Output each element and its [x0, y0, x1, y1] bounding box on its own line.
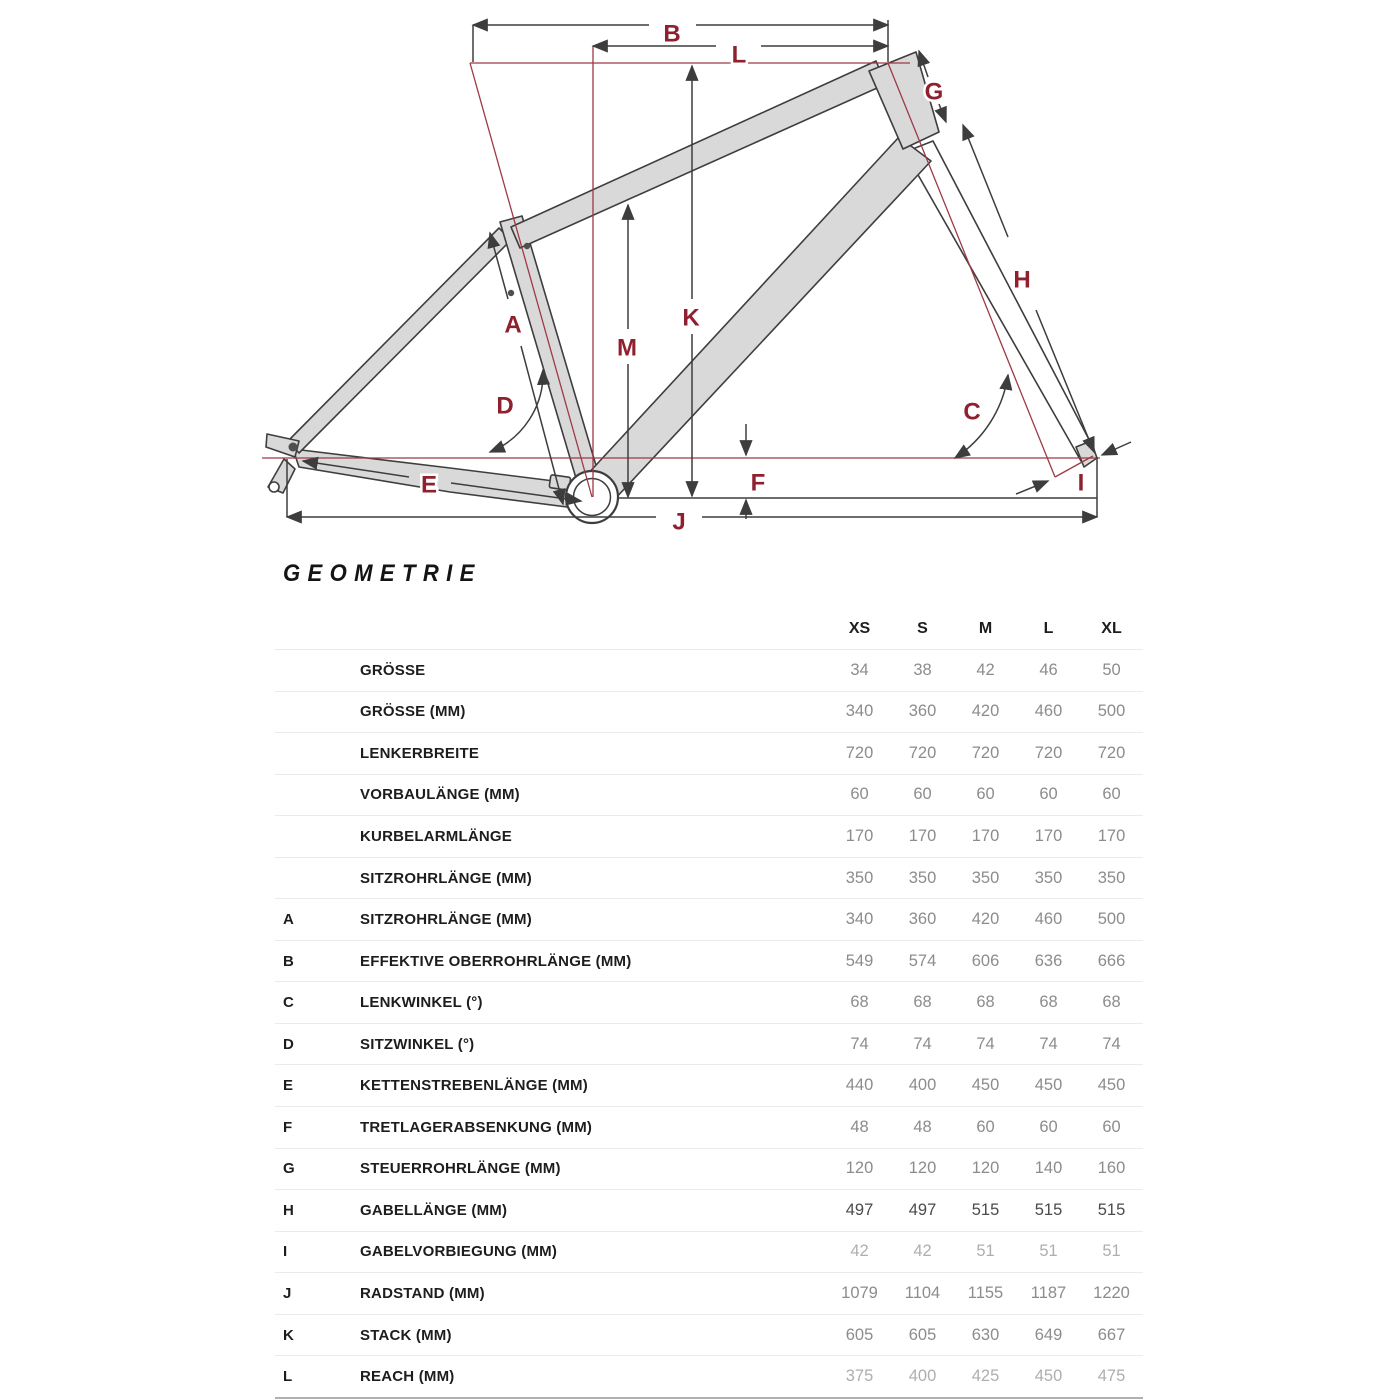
dim-label-g: G: [924, 78, 944, 106]
table-row: [275, 981, 1143, 1023]
seat-clamp-bolt: [524, 243, 530, 249]
row-label: GABELLÄNGE (MM): [360, 1201, 508, 1219]
size-value-cell: 60: [1102, 785, 1121, 804]
table-row: [275, 774, 1143, 816]
size-value-cell: 515: [1097, 1200, 1126, 1219]
row-label: GRÖSSE (MM): [360, 703, 466, 721]
table-row: [275, 691, 1143, 733]
dim-label-i: I: [1077, 469, 1085, 497]
size-column-header: M: [978, 620, 993, 637]
fork-blade: [905, 141, 1094, 461]
size-value-cell: 500: [1097, 910, 1126, 929]
size-value-cell: 360: [908, 702, 937, 721]
fork-offset-line: [1055, 456, 1093, 477]
size-value-cell: 1079: [841, 1283, 878, 1302]
size-value-cell: 74: [1039, 1034, 1058, 1053]
size-value-cell: 720: [971, 743, 1000, 762]
size-value-cell: 350: [908, 868, 937, 887]
row-label: STACK (MM): [360, 1326, 452, 1344]
size-column-header: S: [917, 620, 928, 637]
row-label: SITZROHRLÄNGE (MM): [360, 911, 532, 929]
dim-label-f: F: [750, 469, 766, 497]
size-value-cell: 1104: [904, 1283, 941, 1302]
size-value-cell: 51: [1039, 1242, 1058, 1261]
size-value-cell: 1155: [967, 1283, 1004, 1302]
size-value-cell: 720: [1097, 743, 1126, 762]
size-value-cell: 420: [971, 910, 1000, 929]
size-value-cell: 170: [845, 826, 874, 845]
table-row: [275, 1106, 1143, 1148]
row-letter-code: F: [283, 1118, 293, 1136]
size-value-cell: 350: [971, 868, 1000, 887]
row-label: STEUERROHRLÄNGE (MM): [360, 1160, 561, 1178]
row-letter-code: D: [283, 1035, 294, 1053]
dim-label-b: B: [663, 20, 681, 48]
table-row: [275, 898, 1143, 940]
dim-label-a: A: [504, 311, 522, 339]
size-value-cell: 574: [908, 951, 937, 970]
size-value-cell: 400: [908, 1076, 937, 1095]
size-value-cell: 60: [850, 785, 869, 804]
size-value-cell: 666: [1097, 951, 1126, 970]
row-label: TRETLAGERABSENKUNG (MM): [360, 1118, 593, 1136]
table-row: [275, 1272, 1143, 1314]
table-row: [275, 649, 1143, 691]
dim-label-m: M: [617, 334, 637, 362]
size-value-cell: 497: [908, 1200, 937, 1219]
row-label: SITZWINKEL (°): [360, 1035, 475, 1053]
row-letter-code: A: [283, 911, 294, 929]
row-label: RADSTAND (MM): [360, 1284, 485, 1302]
size-value-cell: 46: [1039, 660, 1058, 679]
bike-geometry-diagram: [0, 0, 1400, 560]
size-value-cell: 38: [913, 660, 932, 679]
size-value-cell: 340: [845, 702, 874, 721]
size-value-cell: 60: [1039, 1117, 1058, 1136]
row-label: VORBAULÄNGE (MM): [360, 786, 520, 804]
table-row: [275, 940, 1143, 982]
size-value-cell: 60: [976, 1117, 995, 1136]
size-column-header: L: [1043, 620, 1054, 637]
size-value-cell: 48: [850, 1117, 869, 1136]
dim-label-k: K: [682, 304, 700, 332]
size-value-cell: 50: [1102, 660, 1121, 679]
row-letter-code: I: [283, 1243, 288, 1261]
seat-stay: [288, 228, 514, 453]
size-value-cell: 68: [913, 993, 932, 1012]
size-value-cell: 720: [1034, 743, 1063, 762]
row-letter-code: C: [283, 994, 294, 1012]
size-value-cell: 549: [845, 951, 874, 970]
size-value-cell: 74: [850, 1034, 869, 1053]
size-value-cell: 120: [971, 1159, 1000, 1178]
size-value-cell: 400: [908, 1367, 937, 1386]
size-value-cell: 605: [845, 1325, 874, 1344]
size-value-cell: 140: [1034, 1159, 1063, 1178]
table-row: [275, 1355, 1143, 1397]
size-value-cell: 42: [976, 660, 995, 679]
row-label: KETTENSTREBENLÄNGE (MM): [360, 1077, 588, 1095]
size-value-cell: 170: [1097, 826, 1126, 845]
dimension-lines: [287, 20, 1131, 519]
row-letter-code: E: [283, 1077, 294, 1095]
size-value-cell: 450: [971, 1076, 1000, 1095]
size-value-cell: 497: [845, 1200, 874, 1219]
row-letter-code: H: [283, 1201, 294, 1219]
size-value-cell: 450: [1034, 1367, 1063, 1386]
row-label: GRÖSSE: [360, 661, 426, 679]
row-letter-code: G: [283, 1160, 295, 1178]
table-row: [275, 1231, 1143, 1273]
size-value-cell: 170: [971, 826, 1000, 845]
size-column-header: XS: [848, 620, 871, 637]
row-letter-code: B: [283, 952, 294, 970]
row-label: GABELVORBIEGUNG (MM): [360, 1243, 558, 1261]
size-value-cell: 48: [913, 1117, 932, 1136]
size-value-cell: 160: [1097, 1159, 1126, 1178]
size-value-cell: 340: [845, 910, 874, 929]
size-value-cell: 475: [1097, 1367, 1126, 1386]
size-value-cell: 120: [845, 1159, 874, 1178]
table-row: [275, 1189, 1143, 1231]
row-label: KURBELARMLÄNGE: [360, 827, 512, 845]
bike-frame: [266, 52, 1097, 523]
dim-label-c: C: [963, 398, 981, 426]
size-value-cell: 606: [971, 951, 1000, 970]
size-value-cell: 51: [1102, 1242, 1121, 1261]
size-value-cell: 450: [1034, 1076, 1063, 1095]
size-value-cell: 500: [1097, 702, 1126, 721]
dim-label-l: L: [731, 41, 747, 69]
size-value-cell: 120: [908, 1159, 937, 1178]
size-value-cell: 515: [1034, 1200, 1063, 1219]
row-label: EFFEKTIVE OBERROHRLÄNGE (MM): [360, 952, 632, 970]
size-value-cell: 60: [976, 785, 995, 804]
size-value-cell: 34: [850, 660, 869, 679]
size-value-cell: 74: [976, 1034, 995, 1053]
size-value-cell: 68: [976, 993, 995, 1012]
size-value-cell: 630: [971, 1325, 1000, 1344]
seat-tube-bolt: [508, 290, 514, 296]
rear-axle-bolt: [289, 443, 298, 452]
row-label: LENKERBREITE: [360, 744, 480, 762]
size-value-cell: 350: [845, 868, 874, 887]
dim-label-j: J: [672, 508, 686, 536]
table-row: [275, 1023, 1143, 1065]
table-row: [275, 1148, 1143, 1190]
section-title: GEOMETRIE: [283, 560, 482, 587]
table-row: [275, 1064, 1143, 1106]
size-value-cell: 667: [1097, 1325, 1126, 1344]
table-row: [275, 732, 1143, 774]
row-letter-code: L: [283, 1368, 293, 1386]
size-column-header: XL: [1101, 620, 1122, 637]
row-label: REACH (MM): [360, 1368, 455, 1386]
size-value-cell: 42: [850, 1242, 869, 1261]
size-value-cell: 170: [908, 826, 937, 845]
dim-label-h: H: [1013, 266, 1031, 294]
size-value-cell: 515: [971, 1200, 1000, 1219]
table-row: [275, 857, 1143, 899]
geometry-table: [275, 649, 1143, 1399]
hanger-hole: [269, 482, 279, 492]
size-value-cell: 720: [908, 743, 937, 762]
table-row: [275, 1314, 1143, 1356]
size-value-cell: 605: [908, 1325, 937, 1344]
size-value-cell: 60: [1039, 785, 1058, 804]
size-value-cell: 425: [971, 1367, 1000, 1386]
size-value-cell: 440: [845, 1076, 874, 1095]
size-value-cell: 42: [913, 1242, 932, 1261]
size-value-cell: 1220: [1093, 1283, 1130, 1302]
size-value-cell: 1187: [1030, 1283, 1067, 1302]
row-label: SITZROHRLÄNGE (MM): [360, 869, 532, 887]
size-header-row: [275, 610, 1143, 648]
size-value-cell: 74: [913, 1034, 932, 1053]
seat-tube: [500, 216, 603, 495]
size-value-cell: 460: [1034, 702, 1063, 721]
size-value-cell: 68: [1039, 993, 1058, 1012]
size-value-cell: 68: [850, 993, 869, 1012]
row-letter-code: K: [283, 1326, 294, 1344]
size-value-cell: 720: [845, 743, 874, 762]
row-label: LENKWINKEL (°): [360, 994, 483, 1012]
size-value-cell: 636: [1034, 951, 1063, 970]
size-value-cell: 450: [1097, 1076, 1126, 1095]
seat-axis-line: [470, 63, 592, 497]
size-value-cell: 420: [971, 702, 1000, 721]
size-value-cell: 74: [1102, 1034, 1121, 1053]
dim-label-d: D: [496, 392, 514, 420]
row-letter-code: J: [283, 1284, 292, 1302]
size-value-cell: 375: [845, 1367, 874, 1386]
size-value-cell: 60: [913, 785, 932, 804]
size-value-cell: 360: [908, 910, 937, 929]
table-row: [275, 815, 1143, 857]
size-value-cell: 68: [1102, 993, 1121, 1012]
size-value-cell: 170: [1034, 826, 1063, 845]
size-value-cell: 460: [1034, 910, 1063, 929]
dim-label-e: E: [420, 471, 438, 499]
size-value-cell: 350: [1097, 868, 1126, 887]
size-value-cell: 60: [1102, 1117, 1121, 1136]
size-value-cell: 51: [976, 1242, 995, 1261]
size-value-cell: 649: [1034, 1325, 1063, 1344]
size-value-cell: 350: [1034, 868, 1063, 887]
